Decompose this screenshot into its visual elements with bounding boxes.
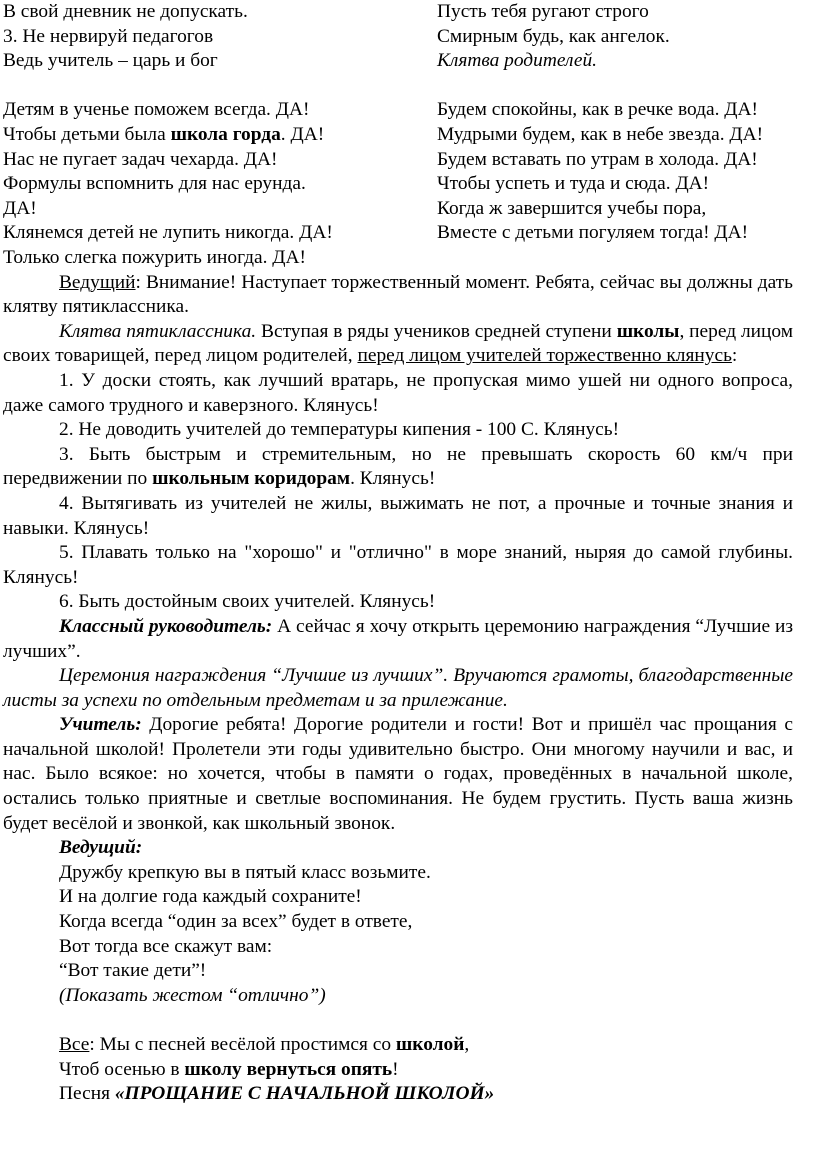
all-line-2 — [3, 1058, 793, 1083]
all-speaker: Все — [59, 1034, 90, 1055]
oath-item-3-a: 3. Быть быстрым и стремительным, но не превышать скорость 60 км/ч при передвижении по — [3, 443, 793, 490]
right-line-2: Смирным будь, как ангелок. — [437, 25, 670, 47]
verse-line-1: Дружбу крепкую вы в пятый класс возьмите. — [59, 861, 431, 883]
host-announcement-text: : Внимание! Наступает торжественный момент. Ребята, сейчас вы должны дать клятву пятиклассника. — [3, 271, 793, 318]
oath-school-bold: школы — [616, 320, 680, 342]
oath-underlined: перед лицом учителей торжественно клянусь — [357, 345, 732, 367]
ceremony-note: Церемония награждения “Лучшие из лучших”. Вручаются грамоты, благодарственные листы за успехи по отдельным предметам и за прилежание. — [3, 665, 793, 711]
left-line-7: Нас не пугает задач чехарда. ДА! — [3, 148, 278, 170]
oath-item-3 — [3, 443, 793, 492]
all-line-1-bold: школой — [395, 1034, 465, 1055]
teacher-speaker: Учитель: — [59, 714, 142, 736]
all-line-1-b: , — [464, 1034, 470, 1055]
school-proud-bold: школа горда — [170, 124, 281, 145]
right-line-6: Мудрыми будем, как в небе звезда. ДА! — [437, 124, 764, 145]
stage-direction: (Показать жестом “отлично”) — [59, 984, 326, 1006]
all-line-2-a: Чтоб осенью в — [59, 1058, 185, 1080]
main-text — [3, 271, 793, 1107]
verse-line-2: И на долгие года каждый сохраните! — [59, 886, 362, 908]
oath-item-4: 4. Вытягивать из учителей не жилы, выжимать не пот, а прочные и точные знания и навыки. Клянусь! — [3, 492, 793, 539]
left-line-6-end: . ДА! — [280, 124, 325, 145]
oath-intro — [3, 320, 793, 369]
left-line-2: 3. Не нервируй педагогов — [3, 25, 214, 47]
left-line-11: Только слегка пожурить иногда. ДА! — [3, 247, 306, 268]
right-line-9: Когда ж завершится учебы пора, — [437, 197, 707, 219]
oath-intro-a: Вступая в ряды учеников средней ступени — [256, 320, 617, 342]
oath-intro-b: , перед лицом своих товарищей, перед лицом родителей, — [3, 320, 794, 367]
song-label: Песня — [59, 1083, 115, 1105]
all-line-1-a: : Мы с песней весёлой простимся со — [89, 1034, 396, 1055]
oath-intro-end: : — [731, 345, 738, 367]
parents-oath-title: Клятва родителей. — [437, 50, 598, 72]
host-announcement — [3, 271, 793, 320]
oath-title: Клятва пятиклассника. — [59, 320, 257, 342]
class-teacher-text: А сейчас я хочу открыть церемонию награждения “Лучшие из лучших”. — [3, 615, 794, 662]
blank-line — [3, 1008, 793, 1033]
left-line-1: В свой дневник не допускать. — [3, 1, 248, 22]
right-line-5: Будем спокойны, как в речке вода. ДА! — [437, 99, 758, 121]
right-line-10: Вместе с детьми погуляем тогда! ДА! — [437, 222, 749, 244]
host-speaker-2: Ведущий: — [59, 837, 143, 859]
class-teacher-paragraph — [3, 615, 793, 664]
left-line-6 — [3, 123, 324, 148]
host-speaker: Ведущий — [59, 271, 136, 293]
class-teacher-speaker: Классный руководитель: — [59, 615, 273, 637]
oath-item-1: 1. У доски стоять, как лучший вратарь, не пропуская мимо ушей ни одного вопроса, даже самого трудного и каверзного. Клянусь! — [3, 369, 793, 416]
right-line-7: Будем вставать по утрам в холода. ДА! — [437, 148, 758, 170]
verse-line-5: “Вот такие дети”! — [59, 960, 207, 982]
left-line-3: Ведь учитель – царь и бог — [3, 50, 218, 72]
left-line-8: Формулы вспомнить для нас ерунда. — [3, 173, 306, 195]
song-line — [3, 1082, 793, 1107]
all-line-1 — [3, 1033, 793, 1058]
oath-item-3-bold: школьным коридорам — [152, 468, 351, 490]
teacher-text: Дорогие ребята! Дорогие родители и гости! Вот и пришёл час прощания с начальной школой! Пролетели эти годы удивительно быстро. Они многому научили и вас, и нас. Было всякое: но хочется, чтобы в памяти о годах, проведённых в начальной школе, остались только приятные и светлые воспоминания. Не будем грустить. Пусть ваша жизнь будет весёлой и звонкой, как школьный звонок. — [3, 714, 793, 834]
right-line-8: Чтобы успеть и туда и сюда. ДА! — [437, 173, 710, 195]
right-line-1: Пусть тебя ругают строго — [437, 1, 649, 22]
verse-line-3: Когда всегда “один за всех” будет в ответе, — [59, 911, 413, 933]
song-title: «ПРОЩАНИЕ С НАЧАЛЬНОЙ ШКОЛОЙ» — [114, 1083, 495, 1105]
verse-line-4: Вот тогда все скажут вам: — [59, 935, 273, 957]
teacher-paragraph — [3, 713, 793, 836]
oath-item-5: 5. Плавать только на "хорошо" и "отлично" в море знаний, ныряя до самой глубины. Клянусь! — [3, 542, 793, 588]
left-line-6-start: Чтобы детьми была — [3, 124, 171, 145]
oath-item-6: 6. Быть достойным своих учителей. Клянусь! — [59, 591, 436, 613]
left-line-10: Клянемся детей не лупить никогда. ДА! — [3, 222, 333, 244]
left-line-9: ДА! — [3, 197, 37, 219]
all-line-2-b: ! — [392, 1058, 399, 1080]
oath-item-2: 2. Не доводить учителей до температуры кипения - 100 С. Клянусь! — [59, 419, 620, 441]
oath-item-3-b: . Клянусь! — [350, 468, 436, 490]
left-line-5: Детям в ученье поможем всегда. ДА! — [3, 99, 310, 121]
all-line-2-bold: школу вернуться опять — [184, 1058, 393, 1080]
